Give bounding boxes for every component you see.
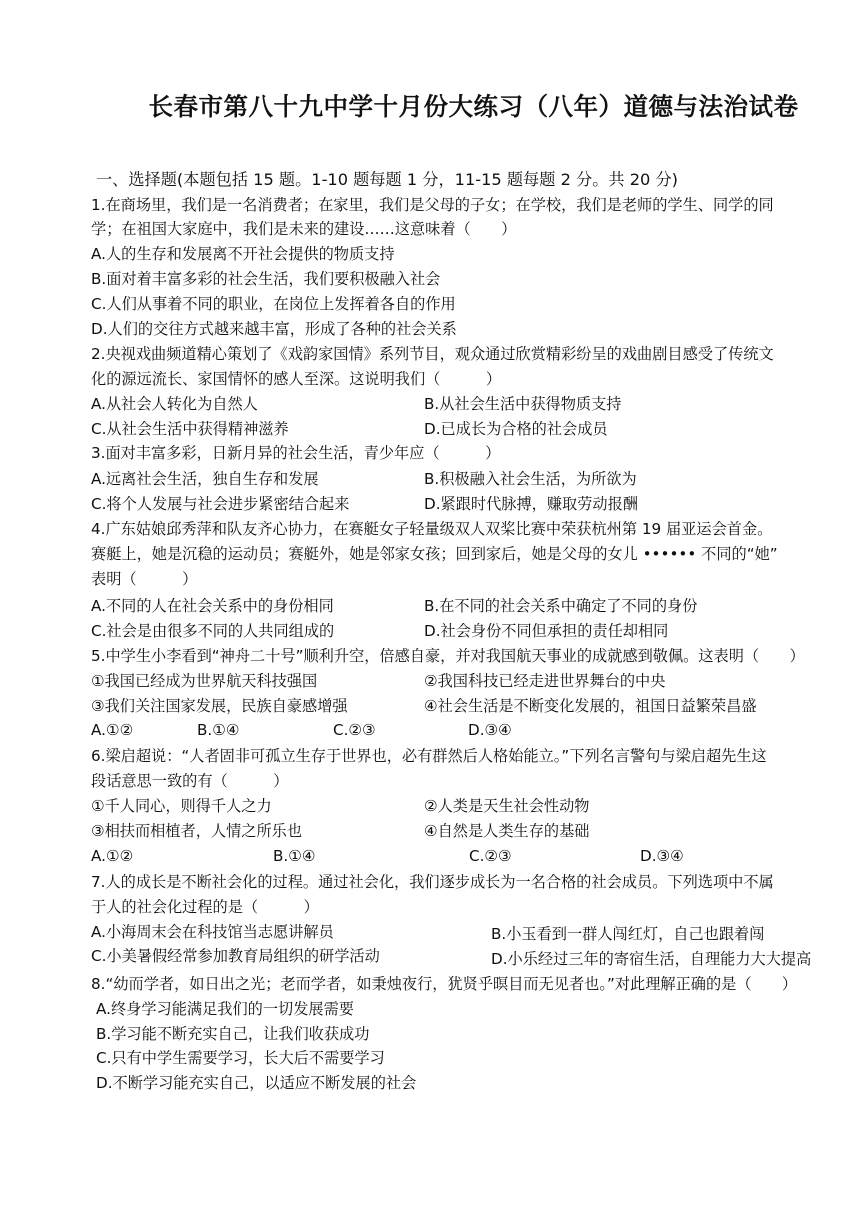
q1-option-d: D.人们的交往方式越来越丰富，形成了各种的社会关系 [91, 320, 457, 338]
q4-option-c: C.社会是由很多不同的人共同组成的 [91, 622, 335, 640]
q5-statement-2: ②我国科技已经走进世界舞台的中央 [424, 672, 666, 690]
q6-statement-2: ②人类是天生社会性动物 [424, 797, 590, 815]
q3-option-a: A.远离社会生活，独自生存和发展 [91, 470, 319, 488]
q5-option-a: A.①② [91, 721, 134, 739]
q6-statement-4: ④自然是人类生存的基础 [424, 822, 590, 840]
q5-statement-3: ③我们关注国家发展，民族自豪感增强 [91, 697, 348, 715]
q4-option-b: B.在不同的社会关系中确定了不同的身份 [424, 597, 698, 615]
exam-title [0, 88, 867, 123]
q5-option-c: C.②③ [333, 721, 376, 739]
q6-option-c: C.②③ [469, 847, 512, 865]
q2-option-a: A.从社会人转化为自然人 [91, 395, 258, 413]
q5-stem: 5.中学生小李看到“神舟二十号”顺利升空，倍感自豪，并对我国航天事业的成就感到敬佩。这表明（ ） [91, 647, 805, 665]
q2-stem-line2: 化的源远流长、家国情怀的感人至深。这说明我们（ ） [91, 370, 502, 388]
q6-stem-line2: 段话意思一致的有（ ） [91, 772, 289, 790]
q8-option-d: D.不断学习能充实自己，以适应不断发展的社会 [96, 1074, 417, 1092]
q7-option-b: B.小玉看到一群人闯红灯，自己也跟着闯 [491, 925, 765, 943]
exam-title-text: 长春市第八十九中学十月份大练习（八年）道德与法治试卷 [148, 92, 799, 121]
q5-statement-1: ①我国已经成为世界航天科技强国 [91, 672, 318, 690]
q7-option-d: D.小乐经过三年的寄宿生活，自理能力大大提高 [491, 950, 812, 968]
q5-statement-4: ④社会生活是不断变化发展的，祖国日益繁荣昌盛 [424, 697, 757, 715]
q3-stem: 3.面对丰富多彩，日新月异的社会生活，青少年应（ ） [91, 444, 501, 462]
q8-option-a: A.终身学习能满足我们的一切发展需要 [96, 1000, 354, 1018]
q7-stem-line2: 于人的社会化过程的是（ ） [91, 898, 319, 916]
q2-option-c: C.从社会生活中获得精神滋养 [91, 420, 289, 438]
q1-option-a: A.人的生存和发展离不开社会提供的物质支持 [91, 245, 395, 263]
q6-option-d: D.③④ [640, 847, 684, 865]
q1-stem-line1: 1.在商场里，我们是一名消费者；在家里，我们是父母的子女；在学校，我们是老师的学生、同学的同 [91, 196, 774, 214]
q2-option-d: D.已成长为合格的社会成员 [424, 420, 608, 438]
q3-option-b: B.积极融入社会生活，为所欲为 [424, 470, 637, 488]
q4-stem-line3: 表明（ ） [91, 570, 198, 588]
q3-option-c: C.将个人发展与社会进步紧密结合起来 [91, 495, 350, 513]
q8-stem: 8.“幼而学者，如日出之光；老而学者，如秉烛夜行，犹贤乎暝目而无见者也。”对此理解正确的是（ ） [91, 975, 798, 993]
q4-option-a: A.不同的人在社会关系中的身份相同 [91, 597, 334, 615]
q2-stem-line1: 2.央视戏曲频道精心策划了《戏韵家国情》系列节目，观众通过欣赏精彩纷呈的戏曲剧目感受了传统文 [91, 345, 774, 363]
q1-option-b: B.面对着丰富多彩的社会生活，我们要积极融入社会 [91, 270, 441, 288]
q4-option-d: D.社会身份不同但承担的责任却相同 [424, 622, 669, 640]
q5-option-d: D.③④ [468, 721, 512, 739]
q6-stem-line1: 6.梁启超说：“人者固非可孤立生存于世界也，必有群然后人格始能立。”下列名言警句与梁启超先生这 [91, 747, 767, 765]
q7-option-a: A.小海周末会在科技馆当志愿讲解员 [91, 923, 334, 941]
q4-stem-line2: 赛艇上，她是沉稳的运动员；赛艇外，她是邻家女孩；回到家后，她是父母的女儿 •••••• 不同的“她” [91, 545, 778, 563]
q6-statement-1: ①千人同心，则得千人之力 [91, 797, 272, 815]
section-header: 一、选择题(本题包括 15 题。1-10 题每题 1 分，11-15 题每题 2 分。共 20 分) [96, 170, 678, 189]
q6-option-b: B.①④ [273, 847, 316, 865]
q1-stem-line2: 学；在祖国大家庭中，我们是未来的建设……这意味着（ ） [91, 220, 517, 238]
q7-option-c: C.小美暑假经常参加教育局组织的研学活动 [91, 947, 380, 965]
q6-option-a: A.①② [91, 847, 134, 865]
q5-option-b: B.①④ [197, 721, 240, 739]
q8-option-b: B.学习能不断充实自己，让我们收获成功 [96, 1025, 370, 1043]
q3-option-d: D.紧跟时代脉搏，赚取劳动报酬 [424, 495, 638, 513]
q2-option-b: B.从社会生活中获得物质支持 [424, 395, 622, 413]
q7-stem-line1: 7.人的成长是不断社会化的过程。通过社会化，我们逐步成长为一名合格的社会成员。下列选项中不属 [91, 873, 774, 891]
q6-statement-3: ③相扶而相植者，人情之所乐也 [91, 822, 303, 840]
q1-option-c: C.人们从事着不同的职业，在岗位上发挥着各自的作用 [91, 295, 456, 313]
q8-option-c: C.只有中学生需要学习，长大后不需要学习 [96, 1049, 385, 1067]
q4-stem-line1: 4.广东姑娘邱秀萍和队友齐心协力，在赛艇女子轻量级双人双桨比赛中荣获杭州第 19 届亚运会首金。 [91, 520, 773, 538]
